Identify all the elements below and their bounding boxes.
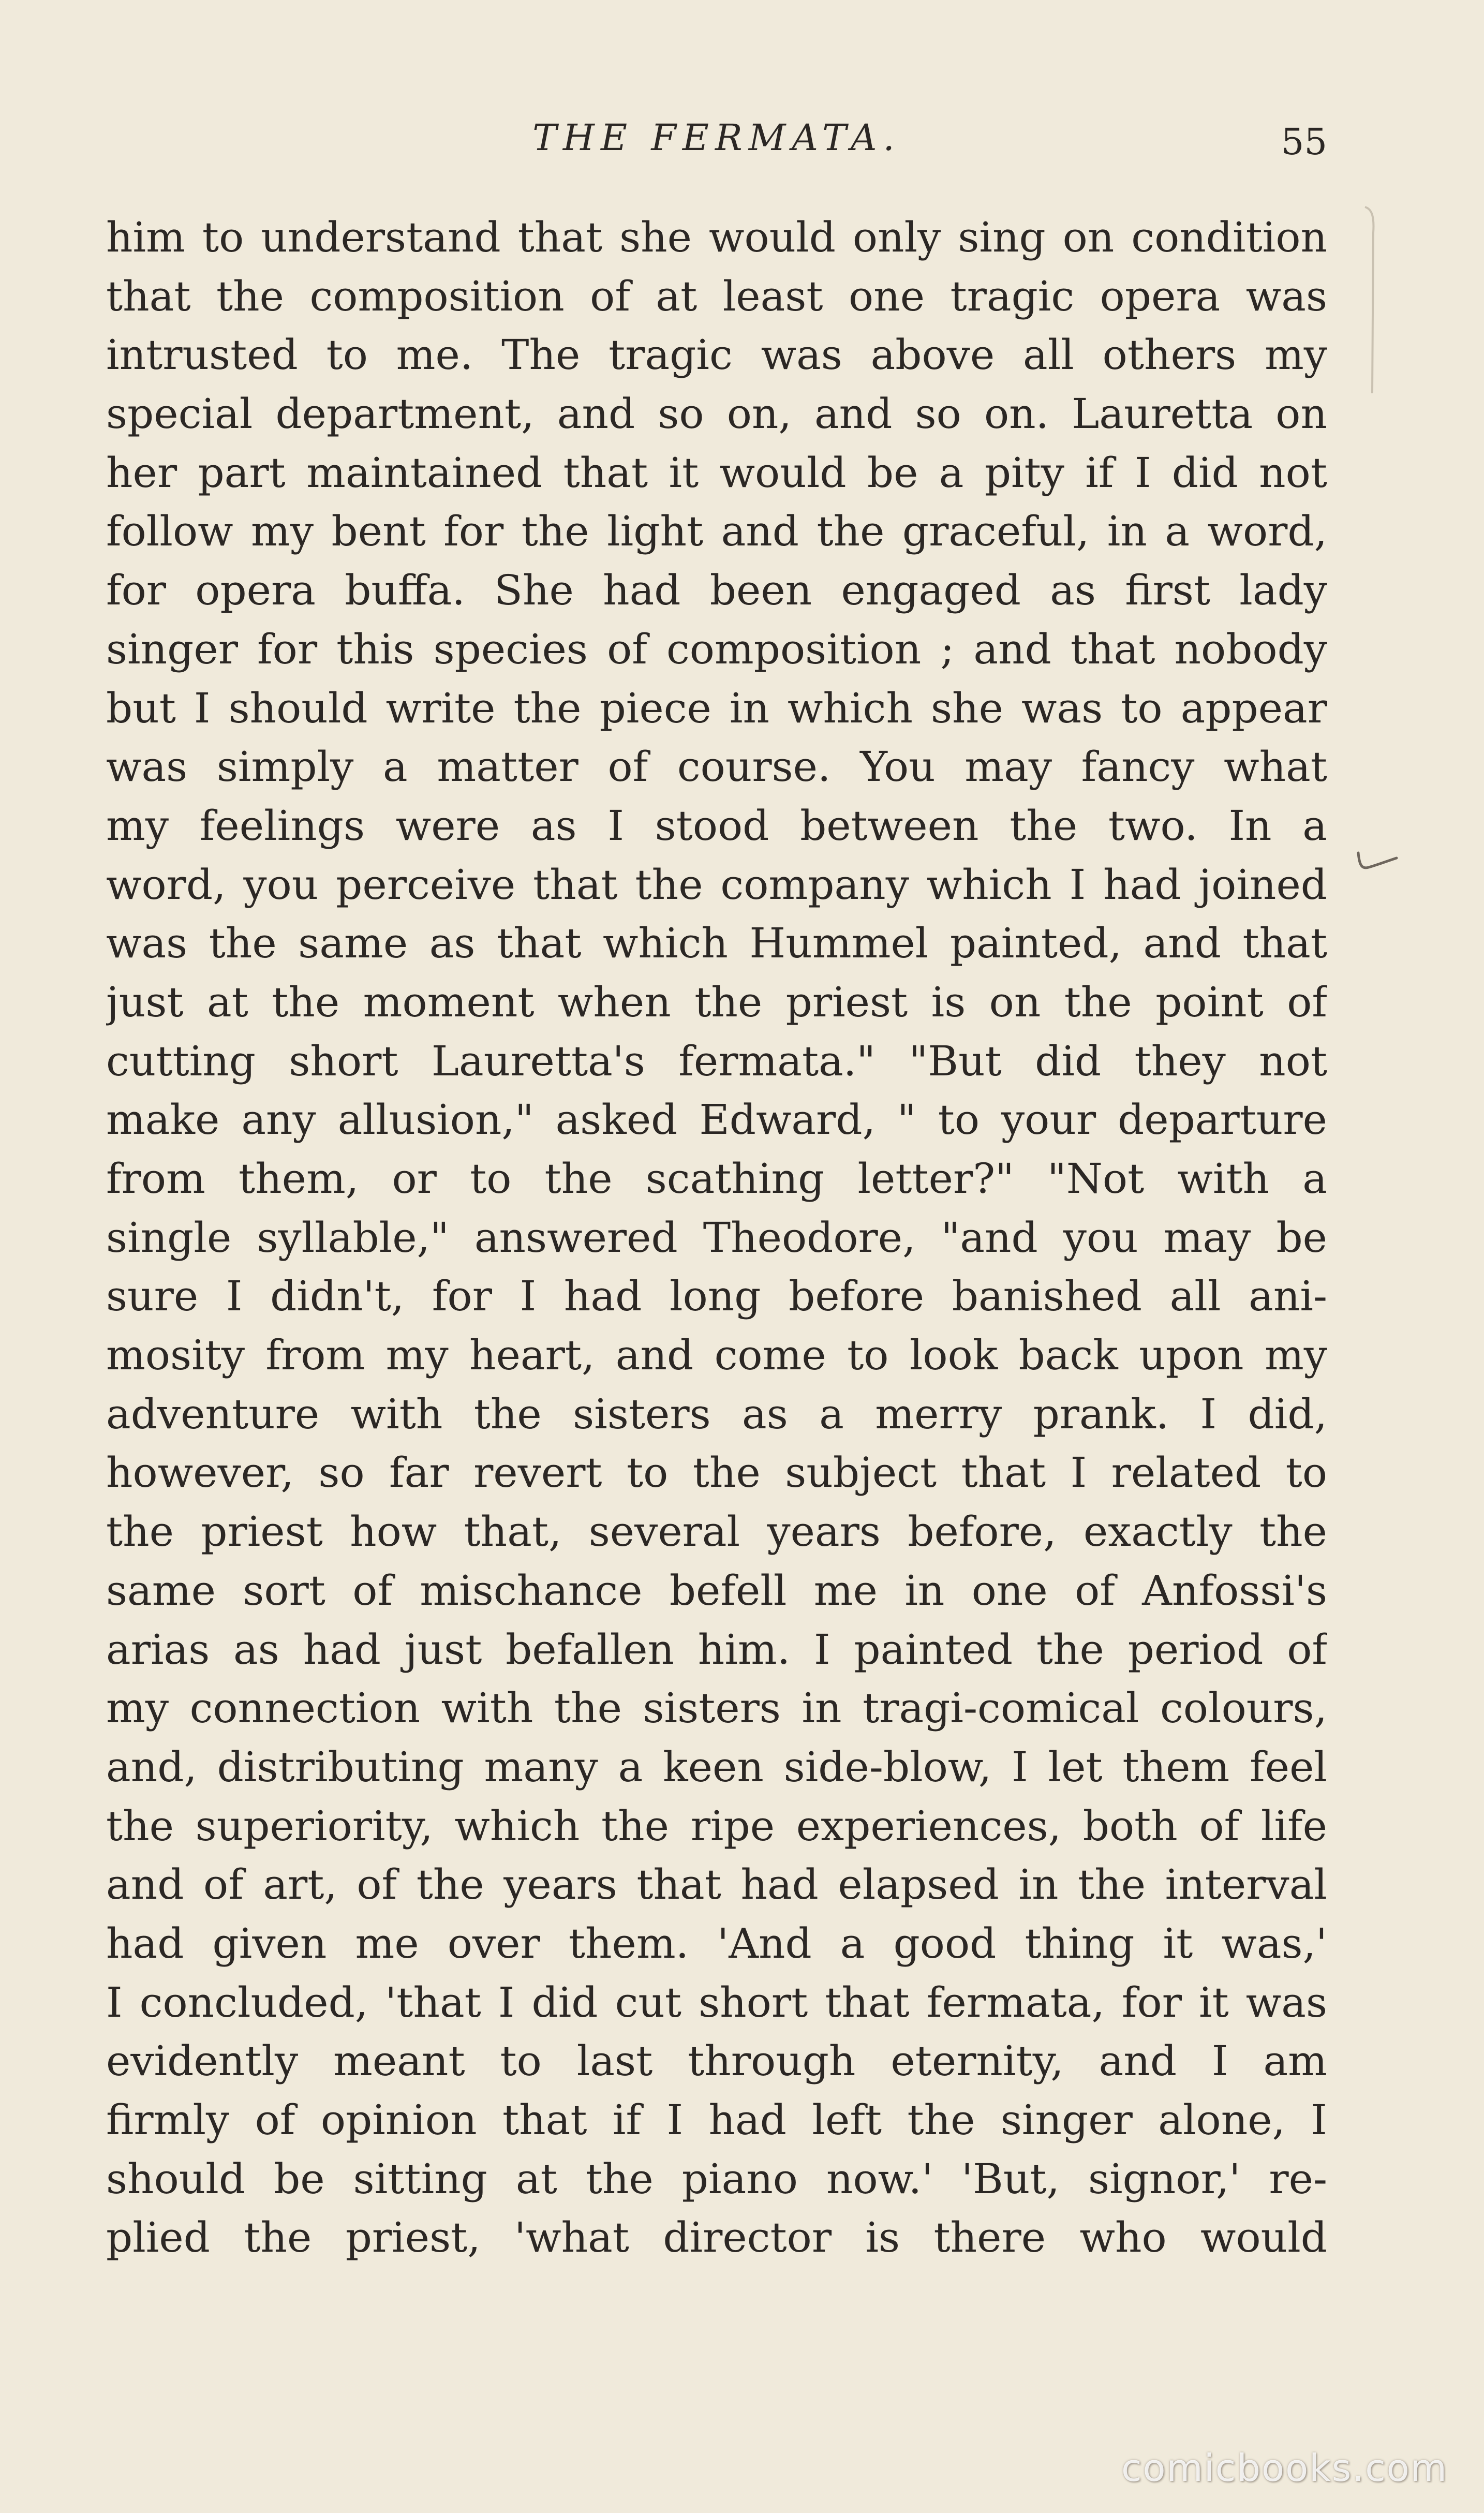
text-line: arias as had just befallen him. I painted the period of bbox=[106, 1625, 1327, 1674]
text-line: the priest how that, several years before, exactly the bbox=[106, 1507, 1327, 1556]
text-line: word, you perceive that the company which I had joined bbox=[106, 860, 1327, 909]
pencil-margin-mark bbox=[1353, 849, 1400, 880]
body-text bbox=[106, 208, 1327, 2267]
text-line: that the composition of at least one tragic opera was bbox=[106, 272, 1327, 320]
text-line: however, so far revert to the subject that I related to bbox=[106, 1448, 1327, 1497]
text-line: plied the priest, 'what director is there who would bbox=[106, 2213, 1327, 2262]
text-line: adventure with the sisters as a merry prank. I did, bbox=[106, 1389, 1327, 1438]
text-line: for opera buffa. She had been engaged as first lady bbox=[106, 566, 1327, 615]
text-line: single syllable," answered Theodore, "and you may be bbox=[106, 1213, 1327, 1262]
text-line: firmly of opinion that if I had left the singer alone, I bbox=[106, 2096, 1327, 2144]
text-line: cutting short Lauretta's fermata." "But did they not bbox=[106, 1037, 1327, 1085]
text-line: and of art, of the years that had elapsed in the interval bbox=[106, 1860, 1327, 1909]
page-header bbox=[106, 116, 1327, 173]
text-line: make any allusion," asked Edward, " to your departure bbox=[106, 1096, 1327, 1144]
page-number: 55 bbox=[1281, 121, 1327, 163]
text-line: my connection with the sisters in tragi-comical colours, bbox=[106, 1684, 1327, 1733]
page-edge-mark bbox=[1361, 202, 1382, 398]
text-line: was simply a matter of course. You may fancy what bbox=[106, 743, 1327, 791]
text-line: the superiority, which the ripe experiences, both of life bbox=[106, 1801, 1327, 1850]
text-line: intrusted to me. The tragic was above all others my bbox=[106, 331, 1327, 379]
text-line: my feelings were as I stood between the two. In a bbox=[106, 801, 1327, 850]
text-line: her part maintained that it would be a pity if I did not bbox=[106, 448, 1327, 497]
text-line: but I should write the piece in which she was to appear bbox=[106, 684, 1327, 732]
text-line: sure I didn't, for I had long before banished all ani- bbox=[106, 1272, 1327, 1321]
text-line: should be sitting at the piano now.' 'But, signor,' re- bbox=[106, 2154, 1327, 2203]
watermark: comicbooks.com bbox=[1121, 2446, 1448, 2490]
text-line: I concluded, 'that I did cut short that fermata, for it was bbox=[106, 1978, 1327, 2027]
text-line: mosity from my heart, and come to look back upon my bbox=[106, 1331, 1327, 1380]
text-line: and, distributing many a keen side-blow, I let them feel bbox=[106, 1742, 1327, 1791]
text-line: same sort of mischance befell me in one of Anfossi's bbox=[106, 1566, 1327, 1615]
text-line: just at the moment when the priest is on the point of bbox=[106, 978, 1327, 1026]
text-line: singer for this species of composition ; and that nobody bbox=[106, 625, 1327, 673]
text-line: had given me over them. 'And a good thing it was,' bbox=[106, 1919, 1327, 1968]
text-line: from them, or to the scathing letter?" "Not with a bbox=[106, 1155, 1327, 1203]
text-line: was the same as that which Hummel painted, and that bbox=[106, 919, 1327, 968]
text-line: special department, and so on, and so on. Lauretta on bbox=[106, 390, 1327, 438]
running-head: THE FERMATA. bbox=[532, 116, 901, 159]
text-line: him to understand that she would only sing on condition bbox=[106, 213, 1327, 261]
text-line: evidently meant to last through eternity, and I am bbox=[106, 2037, 1327, 2086]
text-line: follow my bent for the light and the graceful, in a word, bbox=[106, 507, 1327, 556]
